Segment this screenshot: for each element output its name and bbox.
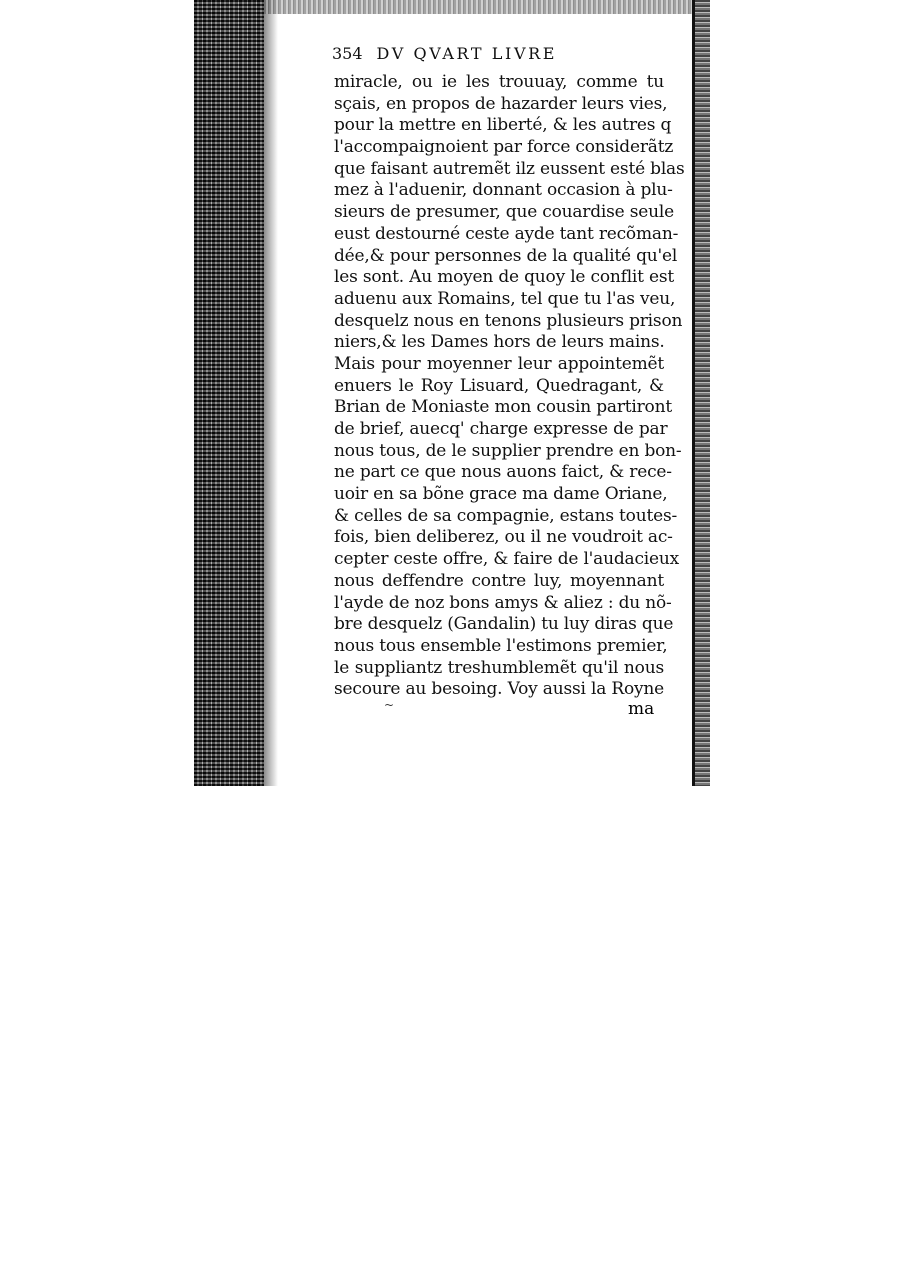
- top-page-edge: [264, 0, 692, 14]
- text-line: secoure au besoing. Voy aussi la Royne: [334, 679, 664, 700]
- text-line: bre desquelz (Gandalin) tu luy diras que: [334, 614, 674, 635]
- text-line: de brief, auecq' charge expresse de par: [334, 419, 668, 439]
- text-line: sçais, en propos de hazarder leurs vies,: [334, 93, 668, 114]
- text-line: l'accompaignoient par force considerãtz: [334, 137, 674, 158]
- text-line: nous deffendre contre luy, moyennant: [334, 570, 664, 591]
- text-line: que faisant autremẽt ilz eussent esté blas: [334, 158, 685, 179]
- ink-marks: ~: [384, 698, 395, 712]
- running-header: [332, 44, 662, 68]
- text-line: ne part ce que nous auons faict, & rece-: [334, 462, 672, 483]
- text-line: dée,& pour personnes de la qualité qu'el: [334, 245, 678, 266]
- text-line: nous tous, de le supplier prendre en bon-: [334, 440, 682, 461]
- page-number: 354: [332, 44, 363, 63]
- text-line: nous tous ensemble l'estimons premier,: [334, 635, 668, 656]
- text-line: l'ayde de noz bons amys & aliez : du nõ-: [334, 592, 672, 613]
- text-line: pour la mettre en liberté, & les autres q: [334, 115, 672, 136]
- book-page-scan: [194, 0, 710, 786]
- body-text: [334, 72, 685, 701]
- text-line: uoir en sa bõne grace ma dame Oriane,: [334, 484, 668, 505]
- fore-edge: [692, 0, 710, 786]
- text-line: niers,& les Dames hors de leurs mains.: [334, 332, 665, 353]
- text-line: Mais pour moyenner leur appointemẽt: [334, 353, 664, 374]
- text-line: sieurs de presumer, que couardise seule: [334, 202, 674, 223]
- text-line: cepter ceste offre, & faire de l'audacieux: [334, 549, 680, 570]
- text-line: le suppliantz treshumblemẽt qu'il nous: [334, 657, 664, 678]
- running-title: DV QVART LIVRE: [376, 44, 558, 63]
- text-line: les sont. Au moyen de quoy le conflit est: [334, 267, 675, 288]
- text-line: & celles de sa compagnie, estans toutes-: [334, 505, 678, 526]
- catchword: ma: [628, 699, 655, 719]
- text-line: aduenu aux Romains, tel que tu l'as veu,: [334, 288, 676, 309]
- text-line: mez à l'aduenir, donnant occasion à plu-: [334, 180, 673, 201]
- text-line: miracle, ou ie les trouuay, comme tu: [334, 72, 664, 92]
- text-line: desquelz nous en tenons plusieurs prison: [334, 310, 683, 331]
- text-line: enuers le Roy Lisuard, Quedragant, &: [334, 375, 664, 396]
- text-line: eust destourné ceste ayde tant recõman-: [334, 223, 679, 244]
- text-line: Brian de Moniaste mon cousin partiront: [334, 397, 672, 418]
- text-line: fois, bien deliberez, ou il ne voudroit ac-: [334, 527, 673, 548]
- book-spine-edge: [194, 0, 264, 786]
